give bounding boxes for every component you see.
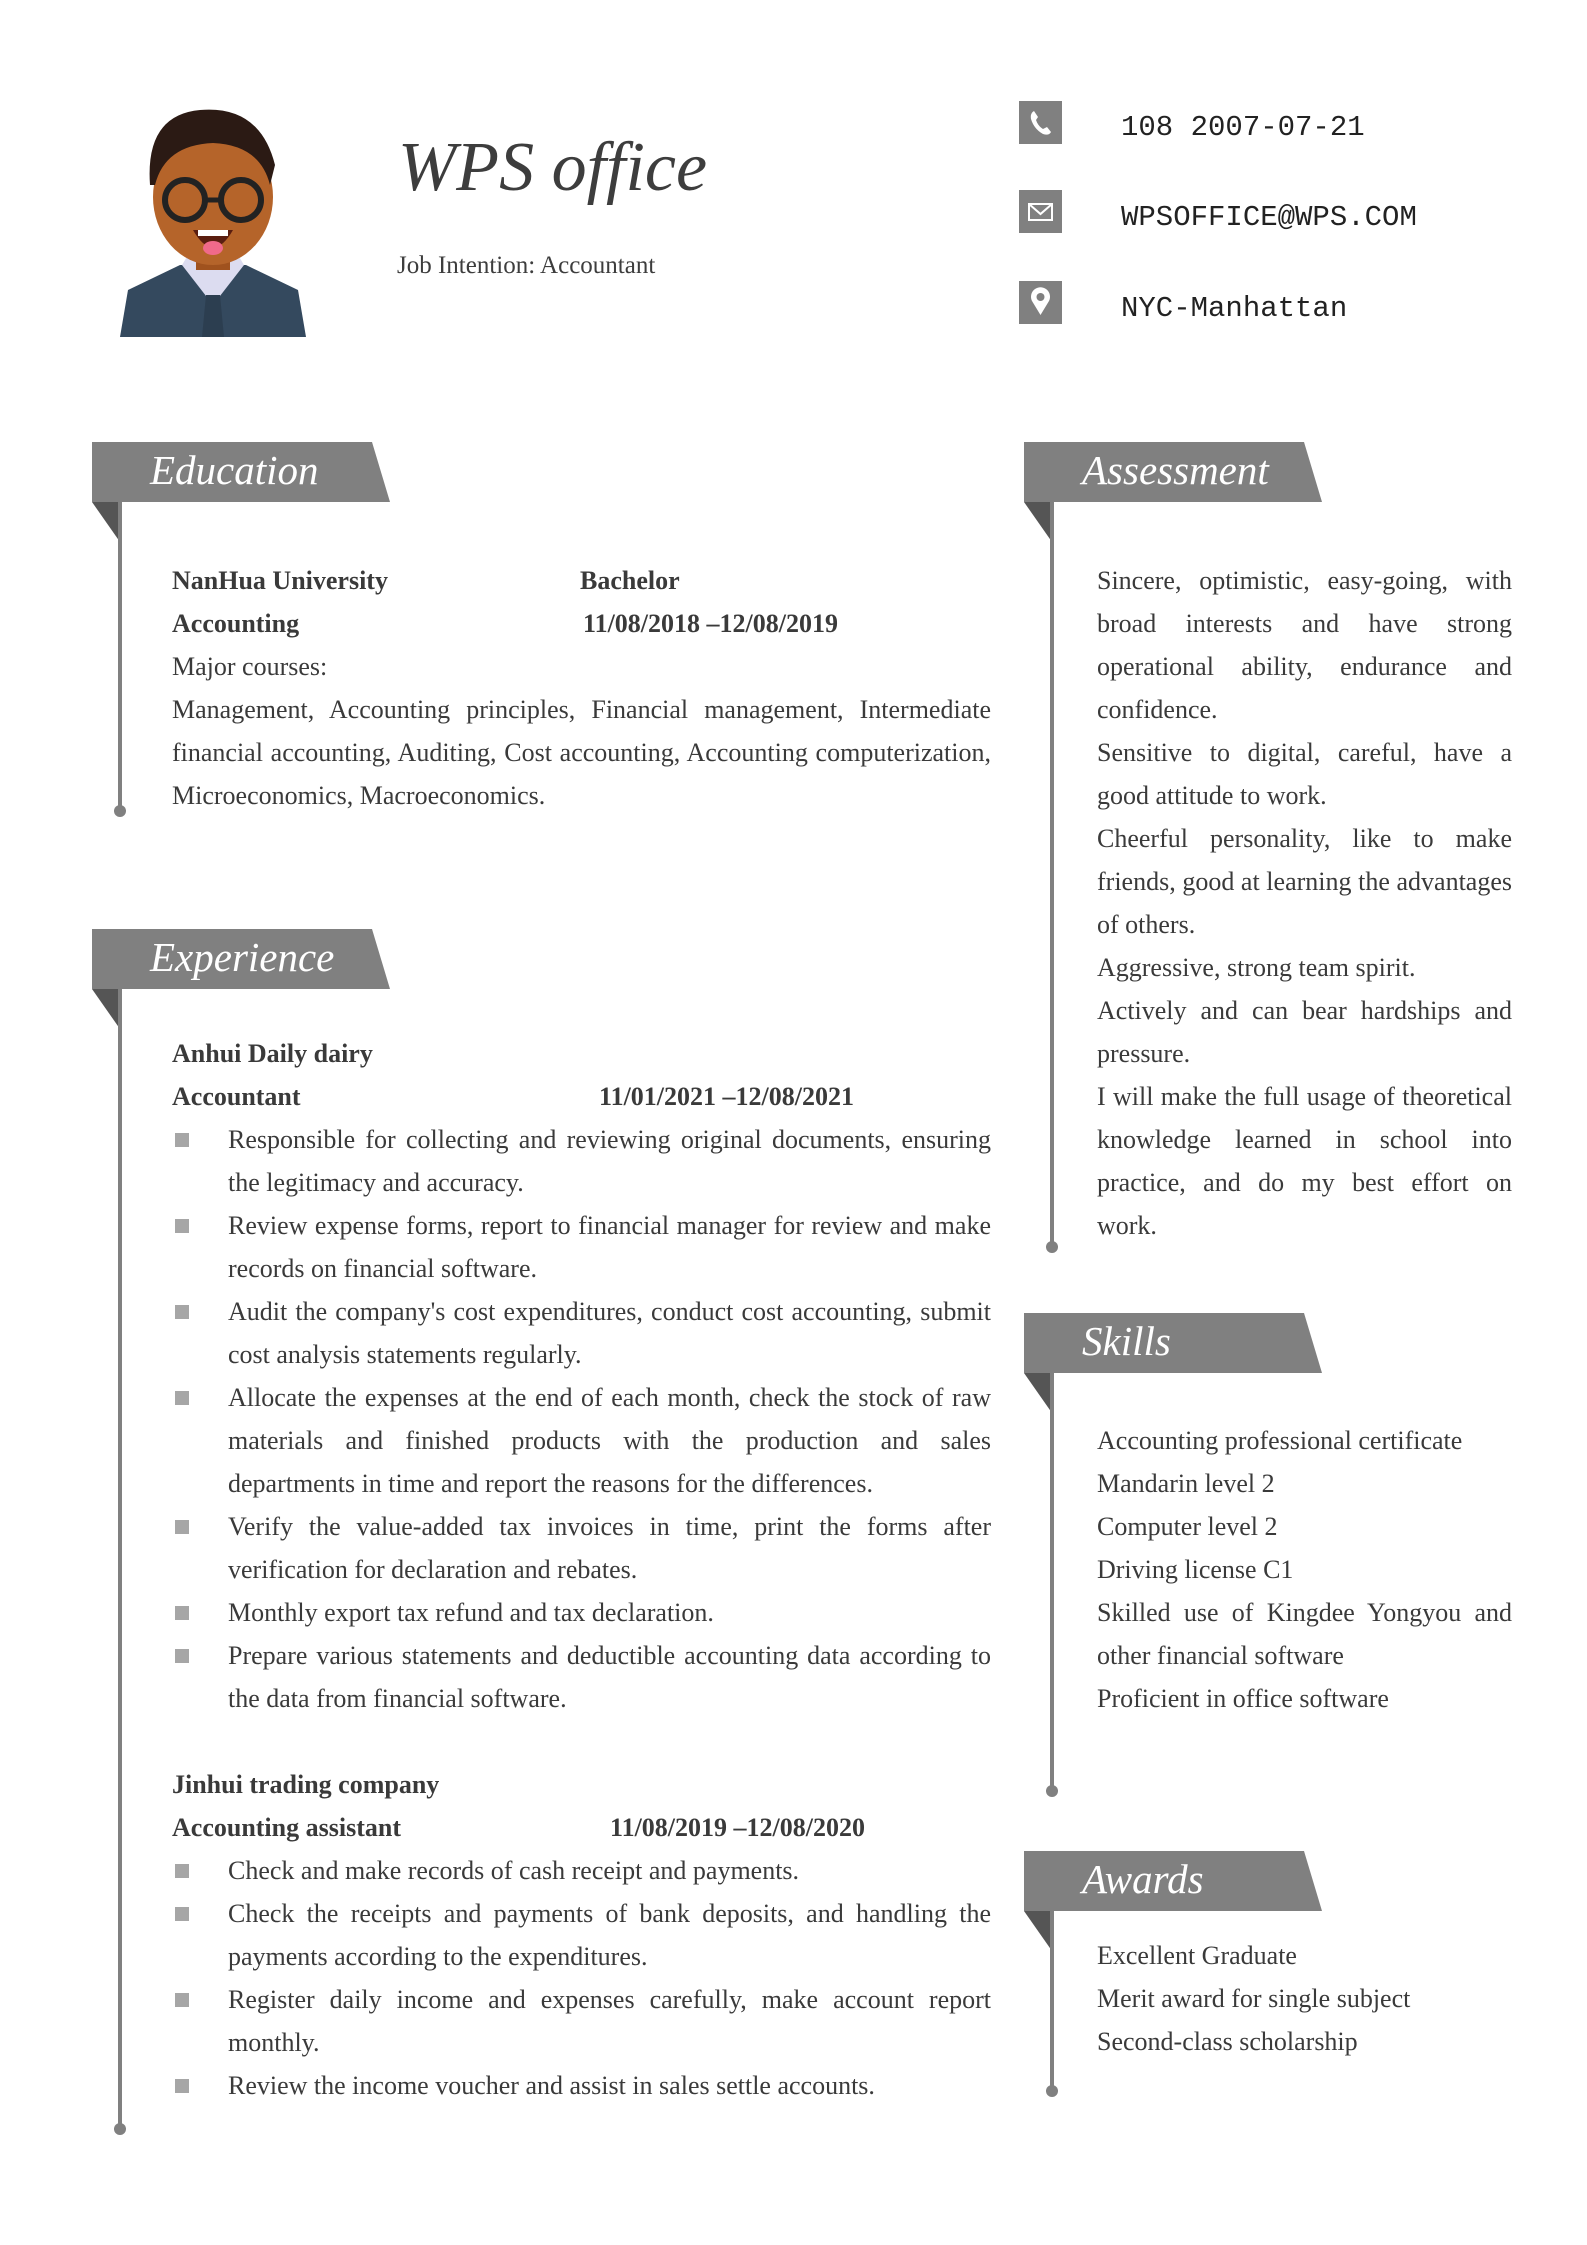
bullet-item: Audit the company's cost expenditures, conduct cost accounting, submit cost analysis statements regularly.: [172, 1290, 991, 1376]
education-dates: 11/08/2018 –12/08/2019: [583, 609, 838, 638]
timeline-dot: [1046, 1785, 1058, 1797]
contact-location: NYC-Manhattan: [1121, 292, 1348, 325]
job-company-row: [172, 1032, 991, 1075]
skill-item: Mandarin level 2: [1097, 1469, 1275, 1498]
assessment-content: [1097, 559, 1512, 1247]
skills-title: Skills: [1082, 1318, 1171, 1364]
bullet-square-icon: [175, 1219, 189, 1233]
job-dates: 11/01/2021 –12/08/2021: [599, 1082, 854, 1111]
award-item: Merit award for single subject: [1097, 1984, 1411, 2013]
mail-icon: [1019, 190, 1062, 233]
candidate-name: WPS office: [398, 129, 708, 206]
bullet-square-icon: [175, 1305, 189, 1319]
bullet-item: Check and make records of cash receipt and payments.: [172, 1849, 991, 1892]
timeline-dot: [1046, 1241, 1058, 1253]
experience-content: [172, 1032, 991, 2107]
award-item: Second-class scholarship: [1097, 2027, 1358, 2056]
phone-icon: [1019, 101, 1062, 144]
assessment-paragraph: Aggressive, strong team spirit.: [1097, 953, 1416, 982]
bullet-item: Allocate the expenses at the end of each month, check the stock of raw materials and finished products with the production and sales departments in time and report the reasons for the differences.: [172, 1376, 991, 1505]
assessment-paragraph: Sincere, optimistic, easy-going, with broad interests and have strong operational ability, endurance and confidence.: [1097, 566, 1512, 724]
bullet-square-icon: [175, 2079, 189, 2093]
degree: Bachelor: [580, 566, 680, 595]
skill-item: Proficient in office software: [1097, 1684, 1389, 1713]
bullet-item: Responsible for collecting and reviewing original documents, ensuring the legitimacy and accuracy.: [172, 1118, 991, 1204]
job-company-row: [172, 1763, 991, 1806]
skill-item: Skilled use of Kingdee Yongyou and other financial software: [1097, 1598, 1512, 1670]
bullet-square-icon: [175, 1864, 189, 1878]
bullet-square-icon: [175, 1606, 189, 1620]
awards-title: Awards: [1082, 1856, 1204, 1902]
bullet-square-icon: [175, 1391, 189, 1405]
school: NanHua University: [172, 566, 388, 595]
bullet-item: Register daily income and expenses carefully, make account report monthly.: [172, 1978, 991, 2064]
courses-label: Major courses:: [172, 652, 328, 681]
skill-item: Accounting professional certificate: [1097, 1426, 1463, 1455]
bullet-item: Review the income voucher and assist in sales settle accounts.: [172, 2064, 991, 2107]
assessment-header: [1024, 442, 1354, 542]
job-role: Accounting assistant: [172, 1813, 401, 1842]
education-content: [172, 559, 991, 817]
major: Accounting: [172, 609, 300, 638]
award-item: Excellent Graduate: [1097, 1941, 1297, 1970]
assessment-paragraph: I will make the full usage of theoretical knowledge learned in school into practice, and do my best effort on work.: [1097, 1082, 1512, 1240]
contact-phone: 108 2007-07-21: [1121, 111, 1365, 144]
skills-header: [1024, 1313, 1354, 1413]
timeline-line: [1050, 1911, 1054, 2087]
bullet-item: Check the receipts and payments of bank deposits, and handling the payments according to the expenditures.: [172, 1892, 991, 1978]
bullet-item: Verify the value-added tax invoices in time, print the forms after verification for declaration and rebates.: [172, 1505, 991, 1591]
skills-content: [1097, 1419, 1512, 1720]
bullet-square-icon: [175, 1520, 189, 1534]
skill-item: Computer level 2: [1097, 1512, 1278, 1541]
education-title: Education: [150, 447, 319, 493]
bullet-item: Prepare various statements and deductible accounting data according to the data from financial software.: [172, 1634, 991, 1720]
awards-content: [1097, 1934, 1512, 2063]
job-intention: Job Intention: Accountant: [397, 252, 656, 279]
timeline-line: [118, 989, 122, 2126]
contact-email: WPSOFFICE@WPS.COM: [1121, 201, 1417, 234]
courses: Management, Accounting principles, Financial management, Intermediate financial accounting, Auditing, Cost accounting, Accounting computerization, Microeconomics, Macroeconomics.: [172, 695, 991, 810]
assessment-paragraph: Sensitive to digital, careful, have a good attitude to work.: [1097, 738, 1512, 810]
timeline-line: [1050, 502, 1054, 1243]
assessment-title: Assessment: [1082, 447, 1269, 493]
timeline-line: [1050, 1373, 1054, 1787]
timeline-dot: [1046, 2085, 1058, 2097]
job-role: Accountant: [172, 1082, 301, 1111]
bullet-square-icon: [175, 1993, 189, 2007]
experience-title: Experience: [150, 934, 335, 980]
job-role-row: [172, 1806, 991, 1849]
company: Anhui Daily dairy: [172, 1039, 373, 1068]
timeline-dot: [114, 2123, 126, 2135]
job-role-row: [172, 1075, 991, 1118]
bullet-square-icon: [175, 1907, 189, 1921]
bullet-item: Review expense forms, report to financial manager for review and make records on financial software.: [172, 1204, 991, 1290]
education-header: [92, 442, 422, 542]
job-dates: 11/08/2019 –12/08/2020: [610, 1813, 865, 1842]
assessment-paragraph: Actively and can bear hardships and pressure.: [1097, 996, 1512, 1068]
bullet-square-icon: [175, 1649, 189, 1663]
skill-item: Driving license C1: [1097, 1555, 1294, 1584]
bullet-item: Monthly export tax refund and tax declaration.: [172, 1591, 991, 1634]
timeline-dot: [114, 805, 126, 817]
company: Jinhui trading company: [172, 1770, 440, 1799]
bullet-square-icon: [175, 1133, 189, 1147]
avatar: [120, 105, 306, 337]
timeline-line: [118, 502, 122, 807]
experience-header: [92, 929, 422, 1029]
location-icon: [1019, 281, 1062, 324]
spacer: [172, 1720, 991, 1763]
assessment-paragraph: Cheerful personality, like to make friends, good at learning the advantages of others.: [1097, 824, 1512, 939]
